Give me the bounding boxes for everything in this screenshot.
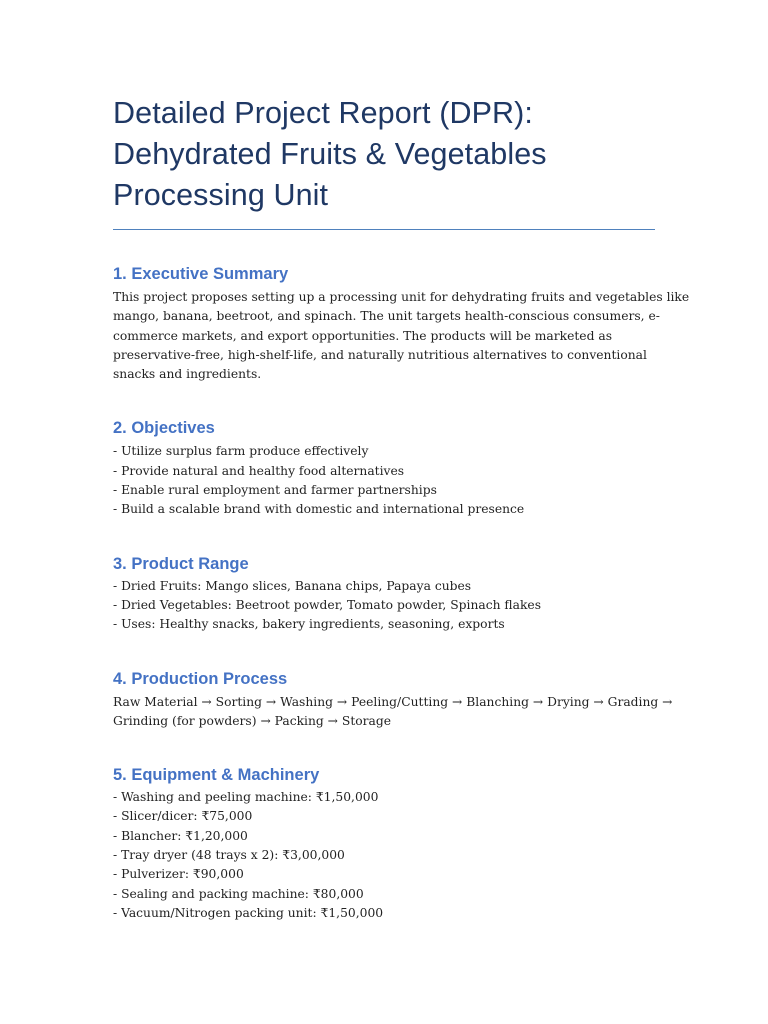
list-item: - Dried Fruits: Mango slices, Banana chips, Papaya cubes	[113, 578, 472, 593]
list-item: - Sealing and packing machine: ₹80,000	[113, 886, 364, 901]
section-product-range	[113, 553, 656, 635]
document-title	[113, 93, 656, 216]
section-production-process	[113, 668, 673, 732]
list-item: - Utilize surplus farm produce effectively	[113, 444, 369, 459]
document-title-line-2: Dehydrated Fruits & Vegetables	[113, 137, 547, 171]
list-item: - Dried Vegetables: Beetroot powder, Tomato powder, Spinach flakes	[113, 597, 542, 612]
list-item: - Uses: Healthy snacks, bakery ingredients, seasoning, exports	[113, 617, 505, 632]
list-item: - Provide natural and healthy food alternatives	[113, 463, 405, 478]
document-title-line-1: Detailed Project Report (DPR):	[113, 96, 533, 130]
section-objectives	[113, 417, 656, 519]
paragraph-line: This project proposes setting up a processing unit for dehydrating fruits and vegetables like	[113, 290, 690, 304]
list-item: - Vacuum/Nitrogen packing unit: ₹1,50,000	[113, 905, 384, 920]
list-item: - Slicer/dicer: ₹75,000	[113, 809, 253, 824]
title-divider	[113, 229, 655, 230]
list-item: - Enable rural employment and farmer partnerships	[113, 483, 437, 498]
section-heading-executive-summary: 1. Executive Summary	[113, 265, 289, 283]
production-process-paragraph	[113, 693, 673, 732]
paragraph-line: Raw Material → Sorting → Washing → Peeling/Cutting → Blanching → Drying → Grading →	[113, 694, 673, 709]
section-executive-summary	[113, 263, 690, 384]
list-item: - Build a scalable brand with domestic and international presence	[113, 502, 525, 517]
list-item: - Washing and peeling machine: ₹1,50,000	[113, 790, 379, 805]
paragraph-line: commerce markets, and export opportunities. The products will be marketed as	[113, 328, 613, 343]
section-equipment-machinery	[113, 764, 656, 923]
section-heading-production-process: 4. Production Process	[113, 669, 288, 688]
section-heading-product-range: 3. Product Range	[113, 554, 249, 573]
paragraph-line: snacks and ingredients.	[113, 367, 262, 382]
paragraph-line: Grinding (for powders) → Packing → Storage	[113, 713, 392, 728]
list-item: - Pulverizer: ₹90,000	[113, 867, 244, 882]
executive-summary-paragraph	[113, 288, 690, 384]
paragraph-line: preservative-free, high-shelf-life, and naturally nutritious alternatives to conventional	[113, 347, 647, 362]
document-title-line-3: Processing Unit	[113, 178, 329, 212]
section-heading-equipment-machinery: 5. Equipment & Machinery	[113, 766, 320, 785]
list-item: - Blancher: ₹1,20,000	[113, 828, 248, 843]
objectives-list	[113, 442, 656, 519]
product-range-list	[113, 577, 656, 635]
paragraph-line: mango, banana, beetroot, and spinach. The unit targets health-conscious consumers, e-	[113, 309, 660, 324]
equipment-list	[113, 788, 656, 923]
list-item: - Tray dryer (48 trays x 2): ₹3,00,000	[113, 848, 345, 863]
section-heading-objectives: 2. Objectives	[113, 419, 215, 438]
